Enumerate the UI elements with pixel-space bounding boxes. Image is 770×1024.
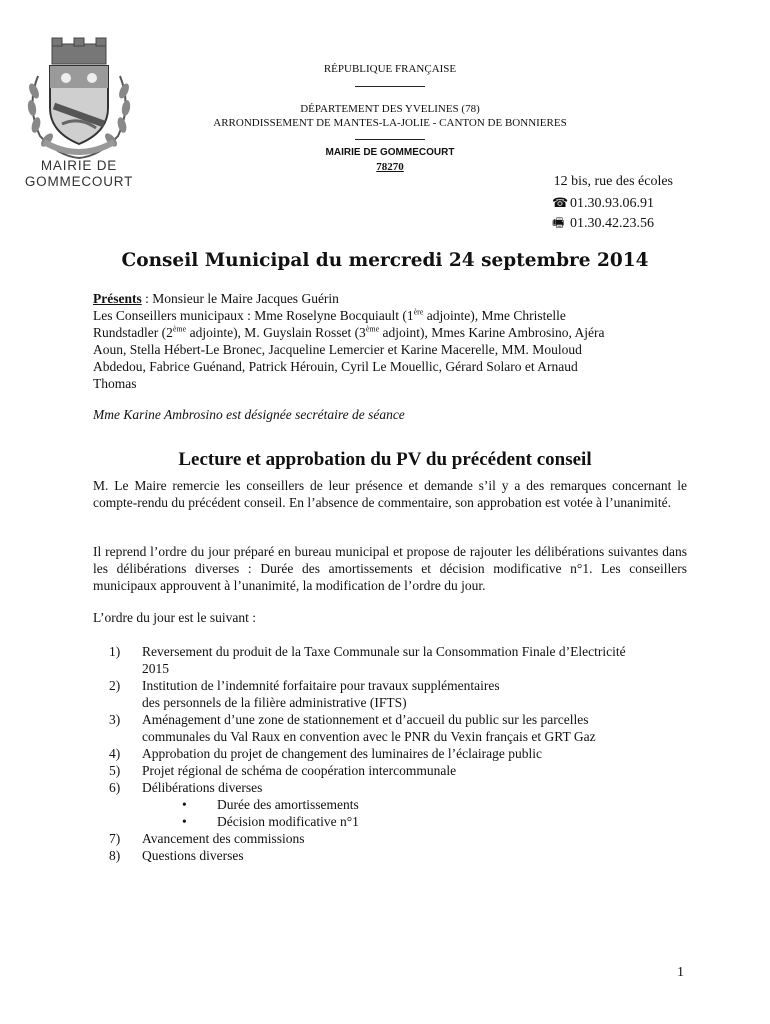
header-divider-1 <box>355 86 425 87</box>
department-line: DÉPARTEMENT DES YVELINES (78) <box>300 103 480 115</box>
crest-caption-line2: GOMMECOURT <box>24 174 134 189</box>
attendees-line-6: Thomas <box>93 376 137 391</box>
mairie-name: MAIRIE DE GOMMECOURT <box>325 147 455 158</box>
paragraph-approval: M. Le Maire remercie les conseillers de leur présence et demande s’il y a des remarques concernant le compte-rendu du précédent conseil. En l’absence de commentaire, son approbation est votée à l’unanimité. <box>93 478 687 510</box>
list-item: 6) Délibérations diverses • Durée des amortissements • Décision modificative n°1 <box>109 779 709 830</box>
list-item: 8) Questions diverses <box>109 848 244 863</box>
postcode: 78270 <box>376 161 404 173</box>
republic-heading: RÉPUBLIQUE FRANÇAISE <box>323 63 457 75</box>
list-item: 1) Reversement du produit de la Taxe Communale sur la Consommation Finale d’Electricité 2015 <box>109 644 626 676</box>
crest-caption-line1: MAIRIE DE <box>40 158 118 173</box>
presents-mayor: : Monsieur le Maire Jacques Guérin <box>141 291 339 306</box>
sub-list-item: • Décision modificative n°1 <box>182 814 359 829</box>
fax-line <box>552 214 654 236</box>
attendees-line-3: Rundstadler (2ème adjointe), M. Guyslain Rosset (3ème adjoint), Mmes Karine Ambrosino, Ajéra <box>93 324 605 340</box>
attendees-line-2: Les Conseillers municipaux : Mme Roselyne Bocquiault (1ère adjointe), Mme Christelle <box>93 307 566 323</box>
page-number: 1 <box>677 965 684 980</box>
address-line: 12 bis, rue des écoles <box>553 174 673 189</box>
fax-number: 01.30.42.23.56 <box>570 216 654 231</box>
agenda-list <box>109 643 709 864</box>
list-item: 2) Institution de l’indemnité forfaitaire pour travaux supplémentaires des personnels de la filière administrative (IFTS) <box>109 678 500 710</box>
list-item: 4) Approbation du projet de changement des luminaires de l’éclairage public <box>109 746 542 761</box>
list-item: 3) Aménagement d’une zone de stationnement et d’accueil du public sur les parcelles communales du Val Raux en convention avec le PNR du Vexin français et GRT Gaz <box>109 712 596 744</box>
section-title: Lecture et approbation du PV du précédent conseil <box>178 449 592 470</box>
secretary-note: Mme Karine Ambrosino est désignée secrétaire de séance <box>93 407 405 422</box>
attendees-line-5: Abdedou, Fabrice Guénand, Patrick Hérouin, Cyril Le Mouellic, Gérard Solaro et Arnaud <box>93 359 578 374</box>
crest-caption <box>18 158 140 190</box>
list-item: 7) Avancement des commissions <box>109 831 305 846</box>
attendees-block <box>93 290 687 392</box>
presents-label: Présents <box>93 291 142 306</box>
attendees-line-4: Aoun, Stella Hébert-Le Bronec, Jacqueline Lemercier et Karine Macerelle, MM. Mouloud <box>93 342 582 357</box>
document-title: Conseil Municipal du mercredi 24 septembre 2014 <box>121 250 649 271</box>
arrondissement-line: ARRONDISSEMENT DE MANTES-LA-JOLIE - CANTON DE BONNIERES <box>213 117 567 129</box>
fax-icon: 🖷 <box>552 216 565 231</box>
header-divider-2 <box>355 139 425 140</box>
phone-number: 01.30.93.06.91 <box>570 196 654 211</box>
list-item: 5) Projet régional de schéma de coopération intercommunale <box>109 763 457 778</box>
telephone-icon: ☎ <box>552 196 569 211</box>
paragraph-agenda-change: Il reprend l’ordre du jour préparé en bureau municipal et propose de rajouter les délibérations suivantes dans les délibérations diverses : Durée des amortissements et décision modificative n°1. Les conseillers municipaux approuvent à l’unanimité, la modification de l’ordre du jour. <box>93 544 687 593</box>
agenda-intro: L’ordre du jour est le suivant : <box>93 610 256 625</box>
sub-list-item: • Durée des amortissements <box>182 797 359 812</box>
phone-line <box>552 196 654 212</box>
